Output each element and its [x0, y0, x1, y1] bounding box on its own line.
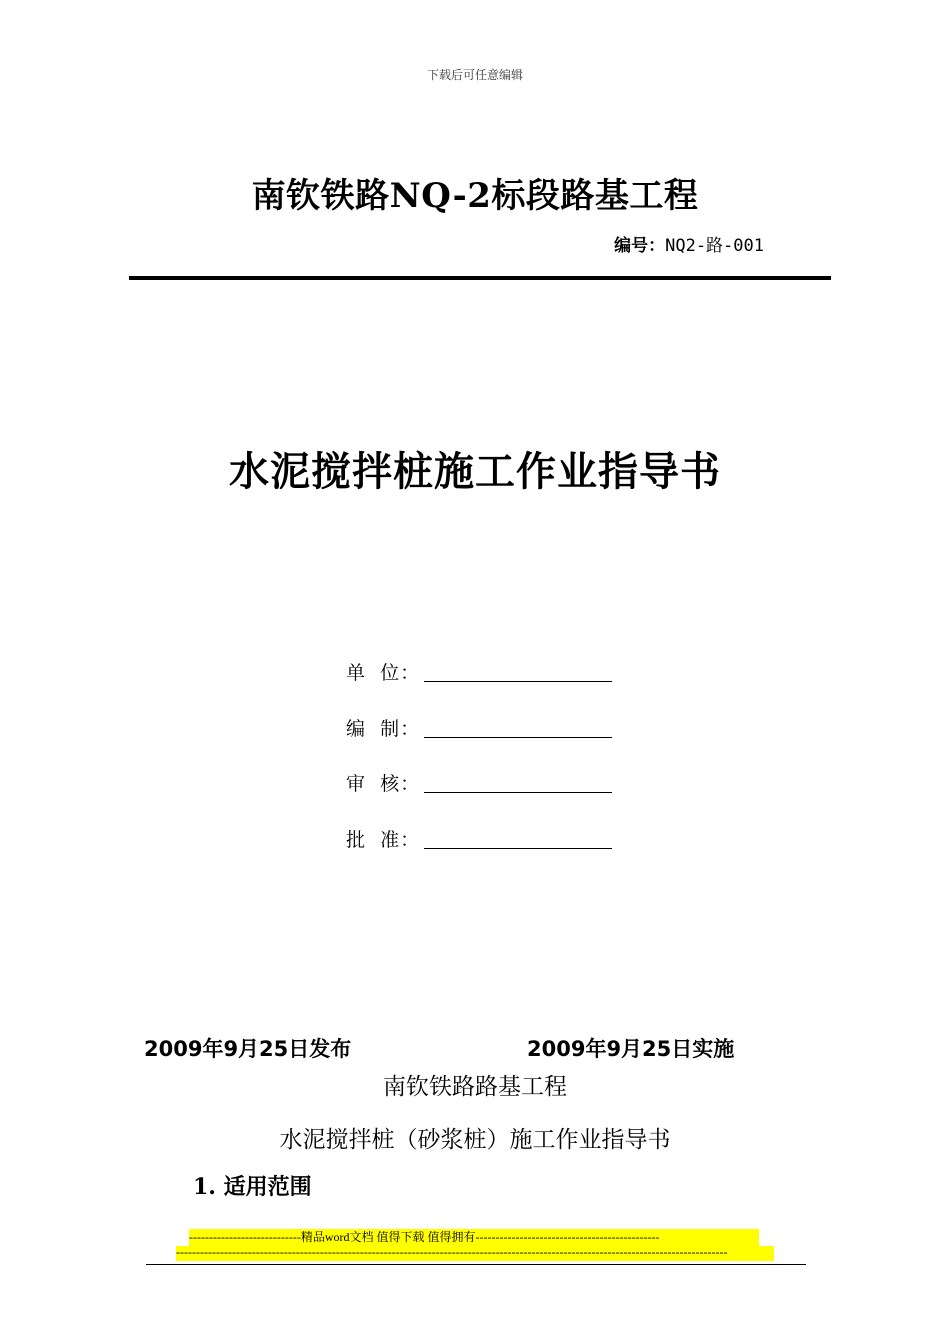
footer-divider [146, 1264, 806, 1265]
signature-row-compiler [346, 711, 612, 741]
signature-blank-line [424, 848, 612, 849]
document-subtitle: 水泥搅拌桩（砂浆桩）施工作业指导书 [279, 1127, 671, 1153]
signature-label: 单 位： [346, 662, 421, 684]
signature-blank-line [424, 737, 612, 738]
signature-row-approver [346, 822, 612, 852]
header-note: 下载后可任意编辑 [426, 68, 523, 82]
issue-date: 2009年9月25日发布 [144, 1037, 352, 1061]
signature-label: 批 准： [346, 829, 421, 851]
main-title: 水泥搅拌桩施工作业指导书 [229, 449, 721, 495]
effective-date: 2009年9月25日实施 [527, 1037, 735, 1061]
document-number-value: NQ2-路-001 [665, 236, 764, 256]
signature-blank-line [424, 792, 612, 793]
signature-row-reviewer [346, 766, 612, 796]
signature-row-unit [346, 655, 612, 685]
document-number-label: 编号： [614, 236, 666, 256]
top-divider [129, 276, 831, 280]
footer-dashed-line: ------------------------------------------------------------------------------------------------------------------------------------------ [176, 1246, 774, 1261]
project-name: 南钦铁路路基工程 [383, 1074, 567, 1100]
signature-label: 审 核： [346, 773, 421, 795]
company-title: 南钦铁路NQ-2标段路基工程 [251, 176, 699, 216]
signature-label: 编 制： [346, 718, 421, 740]
footer-watermark-line: ----------------------------精品word文档 值得下载 值得拥有---------------------------------------------- [189, 1229, 759, 1246]
document-number [614, 231, 764, 256]
section-heading: 1. 适用范围 [193, 1174, 312, 1200]
signature-blank-line [424, 681, 612, 682]
